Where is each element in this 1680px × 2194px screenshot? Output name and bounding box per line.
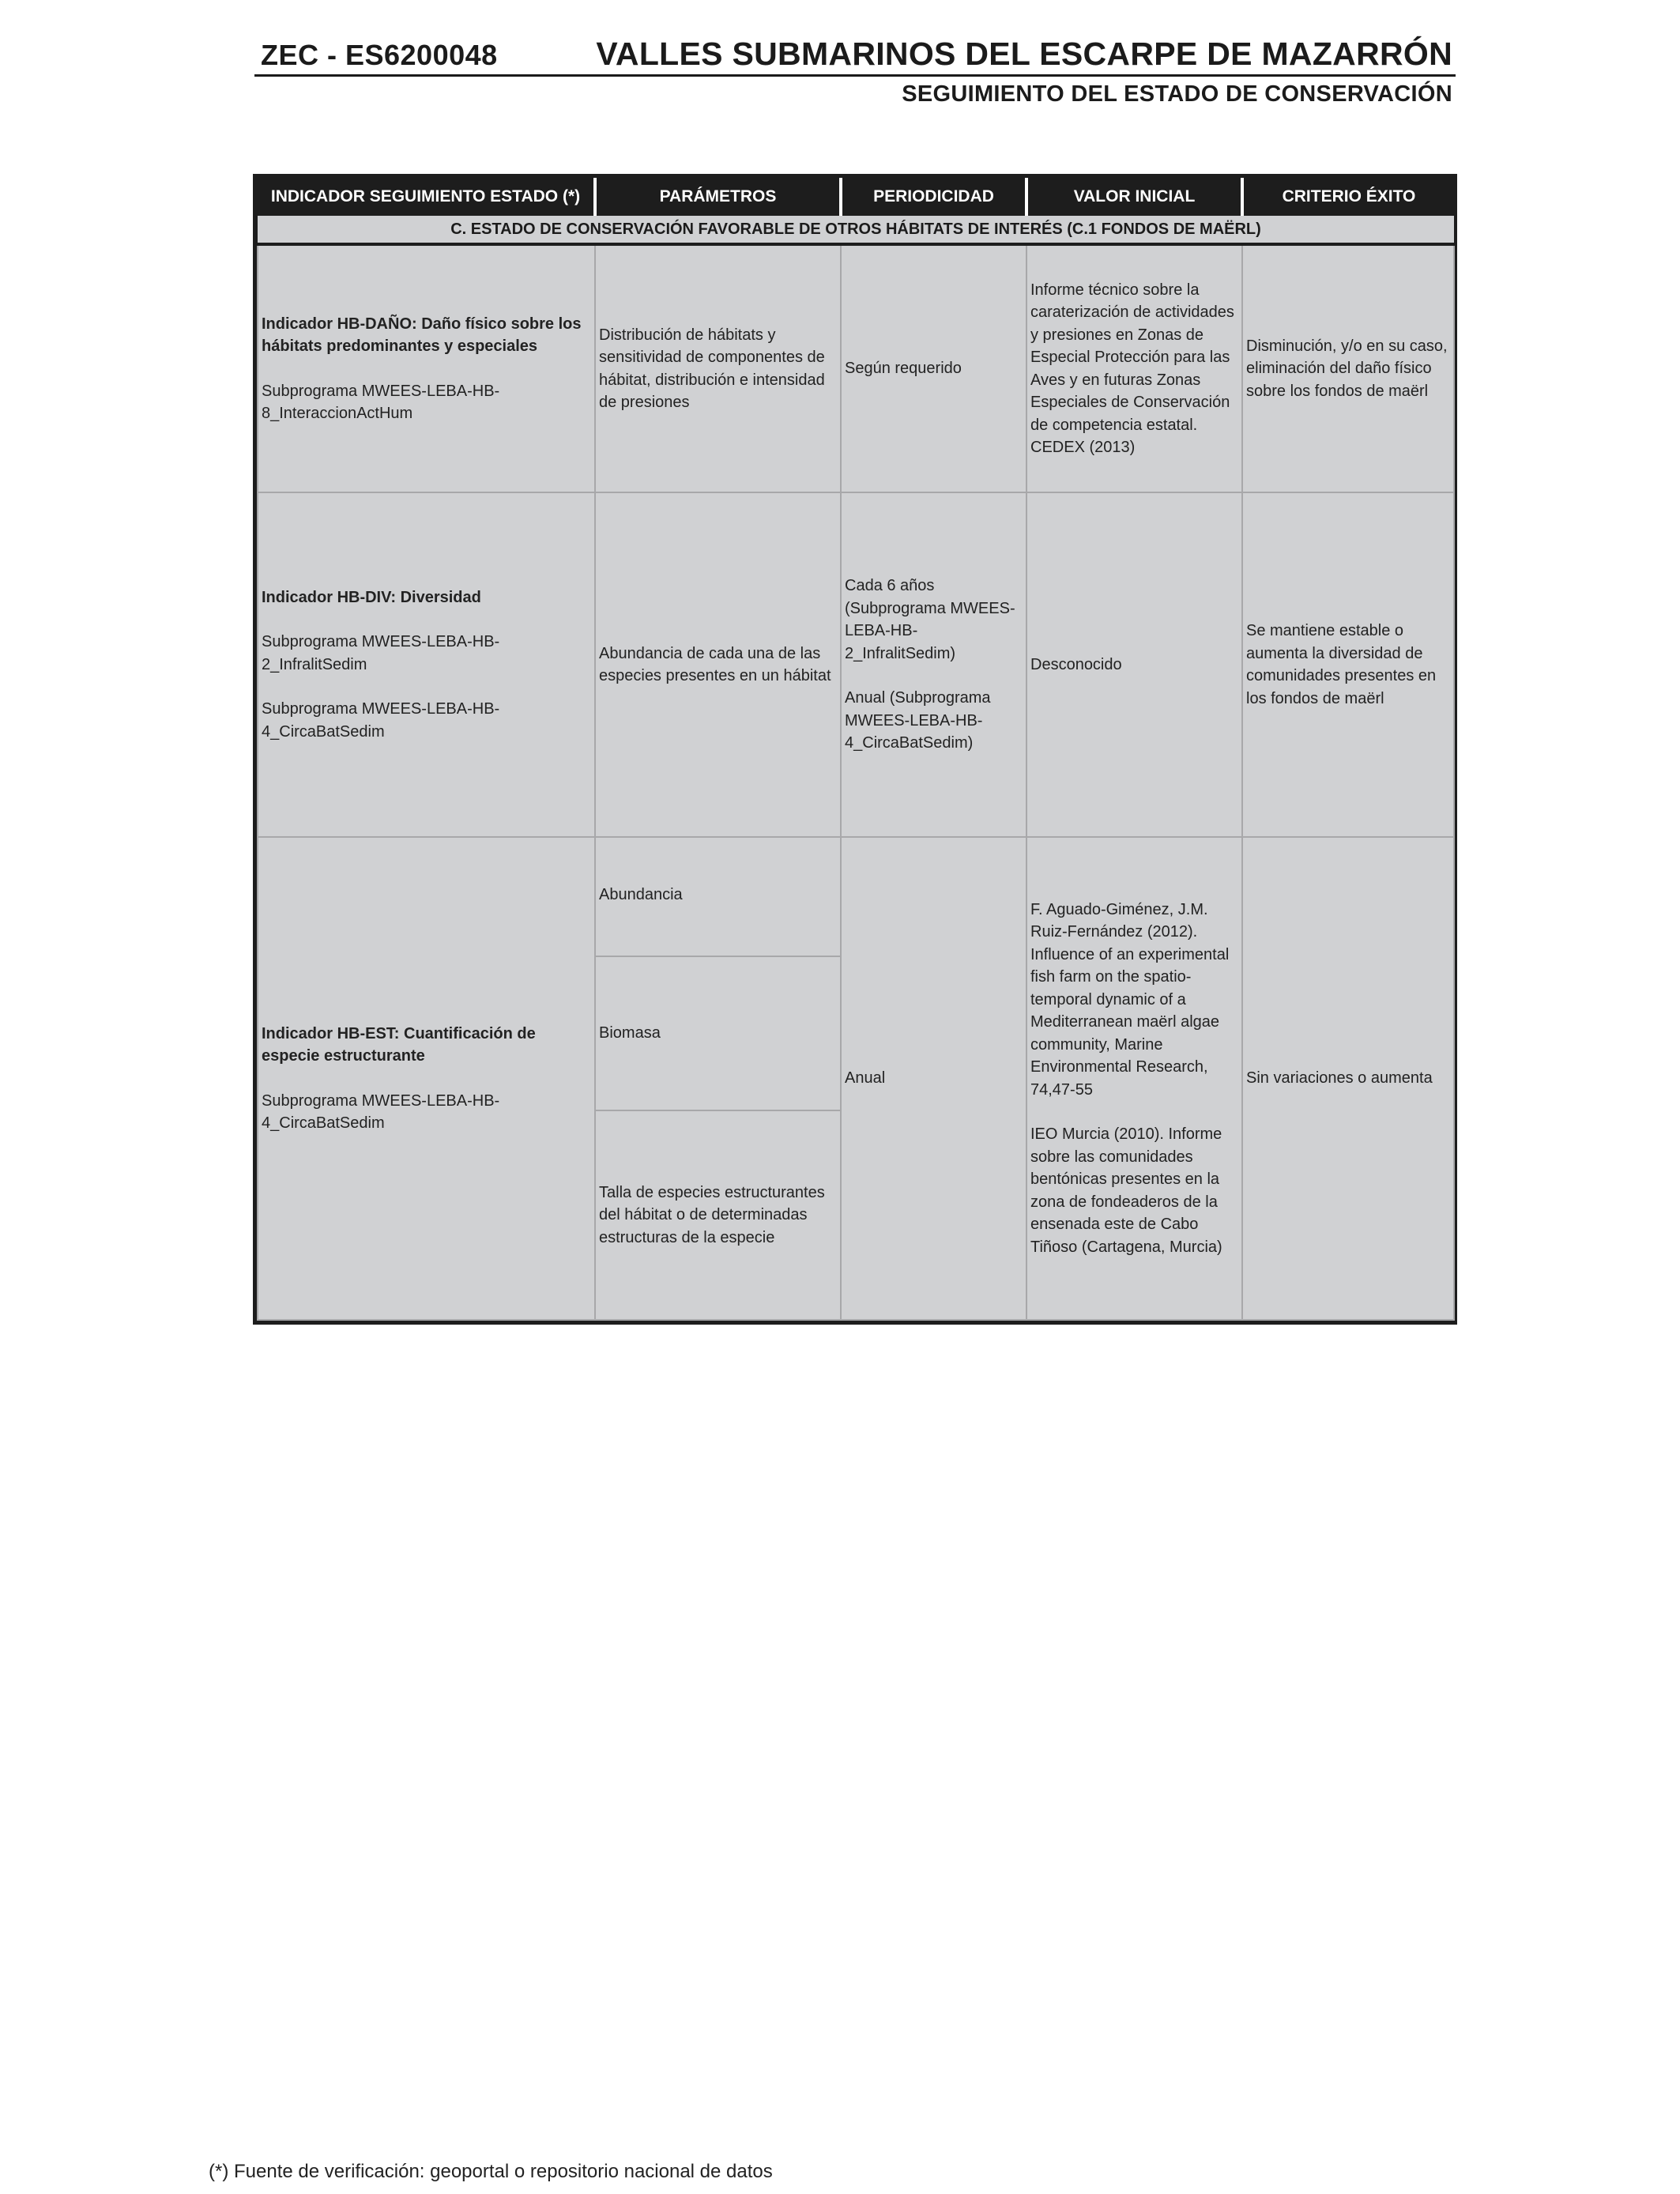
site-code: ZEC - ES6200048 bbox=[261, 39, 498, 71]
indicator-name: Indicador HB-EST: Cuantificación de especie estructurante bbox=[262, 1024, 536, 1065]
section-row bbox=[258, 216, 1454, 244]
table-row bbox=[258, 492, 1454, 837]
indicator-name: Indicador HB-DIV: Diversidad bbox=[262, 588, 481, 606]
initial-value-text: F. Aguado-Giménez, J.M. Ruiz-Fernández (2012). Influence of an experimental fish farm on the spatio-temporal dynamic of a Mediterranean maërl algae community, Marine Environmental Research, 74,47-55 bbox=[1030, 900, 1230, 1099]
subprogram: Subprograma MWEES-LEBA-HB-4_CircaBatSedim bbox=[262, 700, 500, 741]
periodicity-cell: Según requerido bbox=[841, 244, 1026, 492]
subprogram: Subprograma MWEES-LEBA-HB-8_InteraccionActHum bbox=[262, 382, 500, 422]
initial-value-cell: Desconocido bbox=[1026, 492, 1242, 837]
initial-value-cell: Informe técnico sobre la caraterización de actividades y presiones en Zonas de Especial Protección para las Aves y en futuras Zonas Especiales de Conservación de competencia estatal. CEDEX (2013) bbox=[1026, 244, 1242, 492]
header-row bbox=[254, 35, 1456, 77]
periodicity-cell: Anual bbox=[841, 837, 1026, 1320]
page-title: VALLES SUBMARINOS DEL ESCARPE DE MAZARRÓN bbox=[596, 36, 1452, 72]
page-header bbox=[254, 35, 1456, 107]
indicator-cell bbox=[258, 492, 595, 837]
initial-value-text: IEO Murcia (2010). Informe sobre las comunidades bentónicas presentes en la zona de fondeaderos de la ensenada este de Cabo Tiñoso (Cartagena, Murcia) bbox=[1030, 1125, 1222, 1256]
periodicity-text: Cada 6 años (Subprograma MWEES-LEBA-HB-2_InfralitSedim) bbox=[845, 577, 1015, 662]
criterion-cell: Disminución, y/o en su caso, eliminación del daño físico sobre los fondos de maërl bbox=[1242, 244, 1454, 492]
column-header-initial-value: VALOR INICIAL bbox=[1026, 178, 1242, 216]
column-header-success-criterion: CRITERIO ÉXITO bbox=[1242, 178, 1454, 216]
subprogram: Subprograma MWEES-LEBA-HB-4_CircaBatSedim bbox=[262, 1091, 500, 1132]
parameters-cell: Talla de especies estructurantes del hábitat o de determinadas estructuras de la especie bbox=[595, 1110, 841, 1320]
parameters-cell: Abundancia de cada una de las especies presentes en un hábitat bbox=[595, 492, 841, 837]
periodicity-cell bbox=[841, 492, 1026, 837]
parameters-cell: Abundancia bbox=[595, 837, 841, 956]
section-title: C. ESTADO DE CONSERVACIÓN FAVORABLE DE OTROS HÁBITATS DE INTERÉS (C.1 FONDOS DE MAËRL) bbox=[258, 216, 1454, 244]
parameters-cell: Distribución de hábitats y sensitividad de componentes de hábitat, distribución e intensidad de presiones bbox=[595, 244, 841, 492]
column-header-indicator: INDICADOR SEGUIMIENTO ESTADO (*) bbox=[258, 178, 595, 216]
criterion-cell: Se mantiene estable o aumenta la diversidad de comunidades presentes en los fondos de maërl bbox=[1242, 492, 1454, 837]
table-row bbox=[258, 244, 1454, 492]
indicator-cell bbox=[258, 837, 595, 1320]
parameters-cell: Biomasa bbox=[595, 956, 841, 1110]
table-header-row bbox=[258, 178, 1454, 216]
indicator-name: Indicador HB-DAÑO: Daño físico sobre los hábitats predominantes y especiales bbox=[262, 315, 582, 355]
monitoring-table bbox=[257, 178, 1455, 1321]
subprogram: Subprograma MWEES-LEBA-HB-2_InfralitSedim bbox=[262, 633, 500, 673]
periodicity-text: Anual (Subprograma MWEES-LEBA-HB-4_CircaBatSedim) bbox=[845, 689, 991, 752]
column-header-parameters: PARÁMETROS bbox=[595, 178, 841, 216]
initial-value-cell bbox=[1026, 837, 1242, 1320]
criterion-cell: Sin variaciones o aumenta bbox=[1242, 837, 1454, 1320]
column-header-periodicity: PERIODICIDAD bbox=[841, 178, 1026, 216]
monitoring-table-frame bbox=[253, 174, 1457, 1325]
footnote: (*) Fuente de verificación: geoportal o repositorio nacional de datos bbox=[209, 2161, 773, 2182]
table-row bbox=[258, 837, 1454, 956]
page-subtitle: SEGUIMIENTO DEL ESTADO DE CONSERVACIÓN bbox=[902, 81, 1452, 107]
indicator-cell bbox=[258, 244, 595, 492]
